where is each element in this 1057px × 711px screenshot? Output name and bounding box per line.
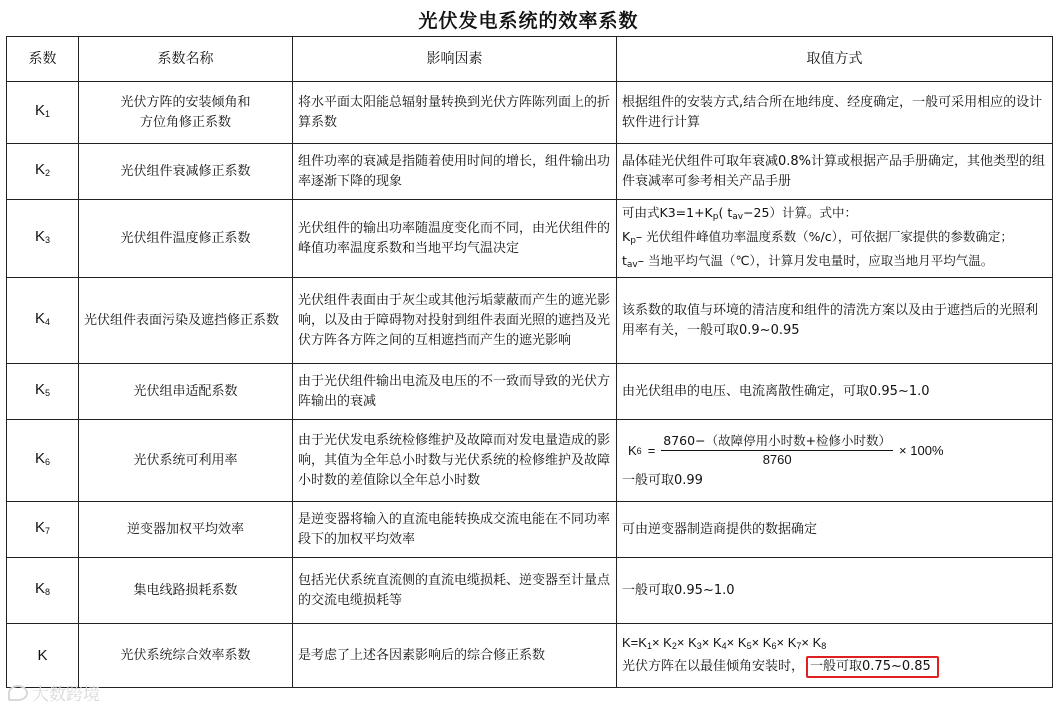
- product-term: $K_8$: [812, 635, 827, 651]
- table-row: [7, 278, 1053, 364]
- coef-symbol: K: [34, 310, 45, 327]
- method-cell: [617, 200, 1053, 278]
- factor-cell: 由于光伏组件输出电流及电压的不一致而导致的光伏方阵输出的衰减: [293, 364, 617, 420]
- factor-cell: 将水平面太阳能总辐射量转换到光伏方阵陈列面上的折算系数: [293, 82, 617, 144]
- coef-subscript: 4: [45, 317, 51, 327]
- watermark: [8, 680, 100, 705]
- method-line: 可由式$K3=1+K_p$( $t_{av}-25$）计算。式中：: [622, 204, 857, 222]
- header-name: 系数名称: [79, 37, 293, 82]
- table-row: [7, 624, 1053, 688]
- coef-cell: [7, 364, 79, 420]
- product-term: $K_7$: [787, 635, 802, 651]
- formula-fraction: [661, 432, 893, 469]
- factor-cell: 由于光伏发电系统检修维护及故障而对发电量造成的影响，其值为全年总小时数与光伏系统的检修维护及故障小时数的差值除以全年总小时数: [293, 420, 617, 502]
- coef-cell: [7, 420, 79, 502]
- name-cell: 光伏组件衰减修正系数: [79, 144, 293, 200]
- coef-cell: [7, 278, 79, 364]
- coef-subscript: 3: [45, 235, 51, 245]
- product-term: $K_4$: [712, 635, 727, 651]
- coef-cell: [7, 502, 79, 558]
- method-cell: 由光伏组串的电压、电流离散性确定，可取0.95~1.0: [617, 364, 1053, 420]
- method-cell: 根据组件的安装方式,结合所在地纬度、经度确定，一般可采用相应的设计软件进行计算: [617, 82, 1053, 144]
- method-line: $t_{av}-$ 当地平均气温（℃），计算月发电量时，应取当地月平均气温。: [622, 252, 994, 270]
- coef-symbol: K: [34, 228, 45, 245]
- factor-cell: 组件功率的衰减是指随着使用时间的增长，组件输出功率逐渐下降的现象: [293, 144, 617, 200]
- availability-formula: K 6 = $\frac{\text{8760−（故障停用小时数+检修小时数）}}{8760}$ × 100%: [628, 433, 944, 467]
- factor-cell: 包括光伏系统直流侧的直流电缆损耗、逆变器至计量点的交流电缆损耗等: [293, 558, 617, 624]
- factor-cell: 是逆变器将输入的直流电能转换成交流电能在不同功率段下的加权平均效率: [293, 502, 617, 558]
- product-term: $K_3$: [688, 635, 702, 651]
- coef-cell: [7, 144, 79, 200]
- coef-cell: [7, 200, 79, 278]
- table-row: [7, 82, 1053, 144]
- factor-cell: 是考虑了上述各因素影响后的综合修正系数: [293, 624, 617, 688]
- product-term: $K_6$: [762, 635, 777, 651]
- method-cell: 一般可取0.95~1.0: [617, 558, 1053, 624]
- table-row: [7, 502, 1053, 558]
- coef-symbol: K: [34, 102, 45, 119]
- product-formula: $K=K_1\times K_2\times K_3\times K_4\times K_5\times K_6\times K_7\times K_8$: [622, 635, 827, 651]
- formula-denominator: 8760: [762, 452, 792, 467]
- name-cell: 光伏组串适配系数: [79, 364, 293, 420]
- method-cell: 可由逆变器制造商提供的数据确定: [617, 502, 1053, 558]
- table-row: [7, 144, 1053, 200]
- name-cell: 集电线路损耗系数: [79, 558, 293, 624]
- method-cell: [617, 420, 1053, 502]
- method-cell: 该系数的取值与环境的清洁度和组件的清洗方案以及由于遮挡后的光照利用率有关，一般可取0.9~0.95: [617, 278, 1053, 364]
- watermark-text: 大数跨境: [32, 685, 100, 705]
- chat-bubble-icon: [8, 685, 28, 701]
- name-cell: 光伏组件温度修正系数: [79, 200, 293, 278]
- factor-cell: 光伏组件的输出功率随温度变化而不同，由光伏组件的峰值功率温度系数和当地平均气温决定: [293, 200, 617, 278]
- method-cell: [617, 624, 1053, 688]
- coef-cell: [7, 558, 79, 624]
- coef-symbol: K: [34, 450, 45, 467]
- name-cell: 光伏组件表面污染及遮挡修正系数: [79, 278, 293, 364]
- coef-cell: [7, 624, 79, 688]
- coef-symbol: K: [34, 381, 45, 398]
- header-row: [7, 37, 1053, 82]
- coef-subscript: 5: [45, 388, 51, 398]
- method-note: 一般可取0.99: [622, 473, 703, 488]
- header-coef: 系数: [7, 37, 79, 82]
- table-row: [7, 364, 1053, 420]
- name-cell: 光伏系统可利用率: [79, 420, 293, 502]
- header-method: 取值方式: [617, 37, 1053, 82]
- name-cell: 光伏方阵的安装倾角和方位角修正系数: [79, 82, 293, 144]
- coef-symbol: K: [37, 646, 48, 664]
- coef-subscript: 7: [45, 526, 51, 536]
- product-term: $K_1$: [638, 635, 652, 651]
- method-line: $K_p-$ 光伏组件峰值功率温度系数（%/c），可依据厂家提供的参数确定；: [622, 228, 1013, 246]
- highlighted-range: 一般可取0.75~0.85: [806, 656, 939, 678]
- coef-symbol: K: [34, 161, 45, 178]
- product-term: $K_2$: [663, 635, 677, 651]
- product-term: $K_5$: [737, 635, 752, 651]
- coef-subscript: 2: [45, 168, 51, 178]
- coef-subscript: 1: [45, 109, 51, 119]
- coef-cell: [7, 82, 79, 144]
- name-cell: 逆变器加权平均效率: [79, 502, 293, 558]
- table-row: [7, 200, 1053, 278]
- factor-cell: 光伏组件表面由于灰尘或其他污垢蒙蔽而产生的遮光影响，以及由于障碍物对投射到组件表面光照的遮挡及光伏方阵各方阵之间的互相遮挡而产生的遮光影响: [293, 278, 617, 364]
- table-row: [7, 420, 1053, 502]
- coef-symbol: K: [34, 519, 45, 536]
- efficiency-coefficient-table: [6, 36, 1053, 688]
- method-line: 光伏方阵在以最佳倾角安装时， 一般可取0.75~0.85: [622, 656, 1047, 678]
- coef-subscript: 6: [45, 457, 51, 467]
- header-factor: 影响因素: [293, 37, 617, 82]
- formula-numerator: 8760−（故障停用小时数+检修小时数）: [661, 432, 893, 451]
- coef-subscript: 8: [45, 587, 51, 597]
- name-cell: 光伏系统综合效率系数: [79, 624, 293, 688]
- coef-symbol: K: [34, 580, 45, 597]
- page-title: 光伏发电系统的效率系数: [418, 10, 639, 32]
- method-cell: 晶体硅光伏组件可取年衰减0.8%计算或根据产品手册确定，其他类型的组件衰减率可参考相关产品手册: [617, 144, 1053, 200]
- table-row: [7, 558, 1053, 624]
